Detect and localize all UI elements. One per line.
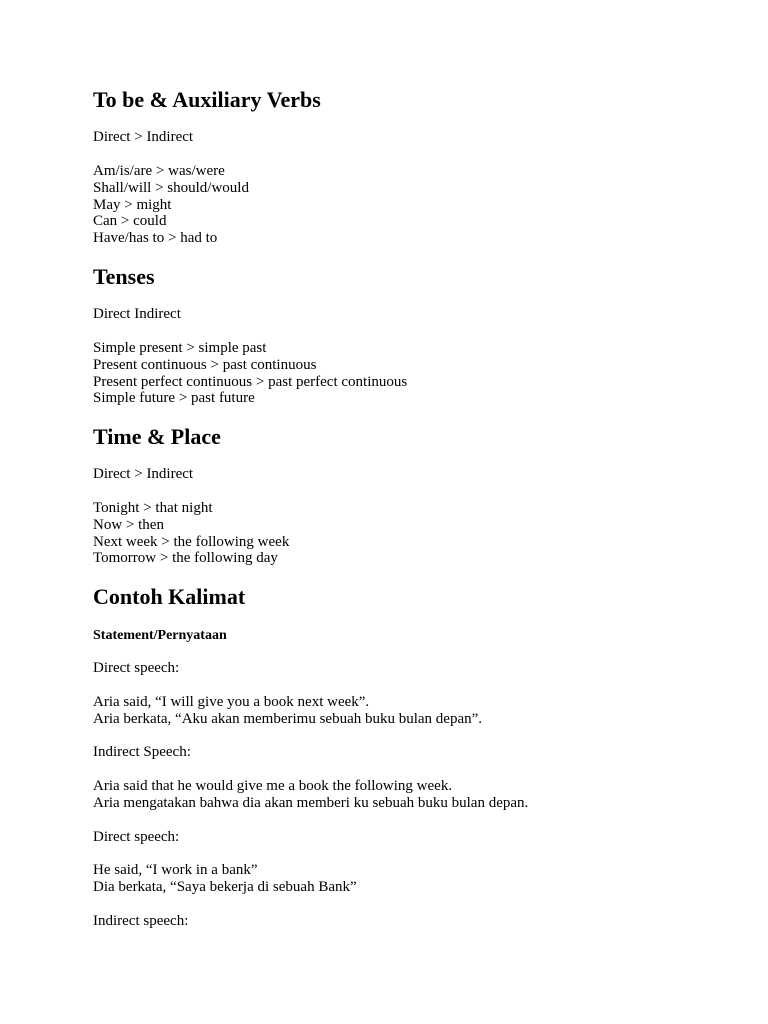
example-translation: Aria berkata, “Aku akan memberimu sebuah buku bulan depan”. xyxy=(93,710,483,727)
heading-time-place: Time & Place xyxy=(93,424,221,449)
list-item: May > might xyxy=(93,196,172,213)
list-item: Have/has to > had to xyxy=(93,230,218,246)
time-place-list xyxy=(93,500,289,567)
direct-speech-label: Direct speech: xyxy=(93,829,180,845)
example-sentence: He said, “I work in a bank” xyxy=(93,862,258,878)
list-item: Am/is/are > was/were xyxy=(93,163,225,179)
heading-tenses: Tenses xyxy=(93,264,155,289)
list-item: Now > then xyxy=(93,516,164,533)
indirect-speech-label: Indirect Speech: xyxy=(93,744,191,760)
subheading-statement: Statement/Pernyataan xyxy=(93,628,227,643)
list-item: Shall/will > should/would xyxy=(93,179,249,196)
list-item: Can > could xyxy=(93,213,167,230)
list-item: Present perfect continuous > past perfect continuous xyxy=(93,373,408,390)
list-item: Present continuous > past continuous xyxy=(93,356,317,373)
example-sentence: Aria said that he would give me a book the following week. xyxy=(93,778,453,794)
example-sentence: Aria said, “I will give you a book next week”. xyxy=(93,694,370,710)
tenses-column-header: Direct Indirect xyxy=(93,306,181,322)
example-translation: Dia berkata, “Saya bekerja di sebuah Bank” xyxy=(93,878,357,895)
list-item: Simple present > simple past xyxy=(93,340,267,356)
example-translation: Aria mengatakan bahwa dia akan memberi ku sebuah buku bulan depan. xyxy=(93,794,529,811)
list-item: Simple future > past future xyxy=(93,390,255,407)
example-block xyxy=(93,694,482,728)
aux-column-header: Direct > Indirect xyxy=(93,129,194,145)
time-place-column-header: Direct > Indirect xyxy=(93,466,194,482)
aux-list xyxy=(93,163,249,247)
heading-contoh-kalimat: Contoh Kalimat xyxy=(93,584,246,609)
heading-aux-verbs: To be & Auxiliary Verbs xyxy=(93,87,321,112)
list-item: Tomorrow > the following day xyxy=(93,550,278,567)
example-block xyxy=(93,862,357,896)
list-item: Tonight > that night xyxy=(93,500,213,516)
example-block xyxy=(93,778,528,812)
list-item: Next week > the following week xyxy=(93,533,290,550)
tenses-list xyxy=(93,340,407,407)
indirect-speech-label: Indirect speech: xyxy=(93,913,189,929)
direct-speech-label: Direct speech: xyxy=(93,660,180,676)
